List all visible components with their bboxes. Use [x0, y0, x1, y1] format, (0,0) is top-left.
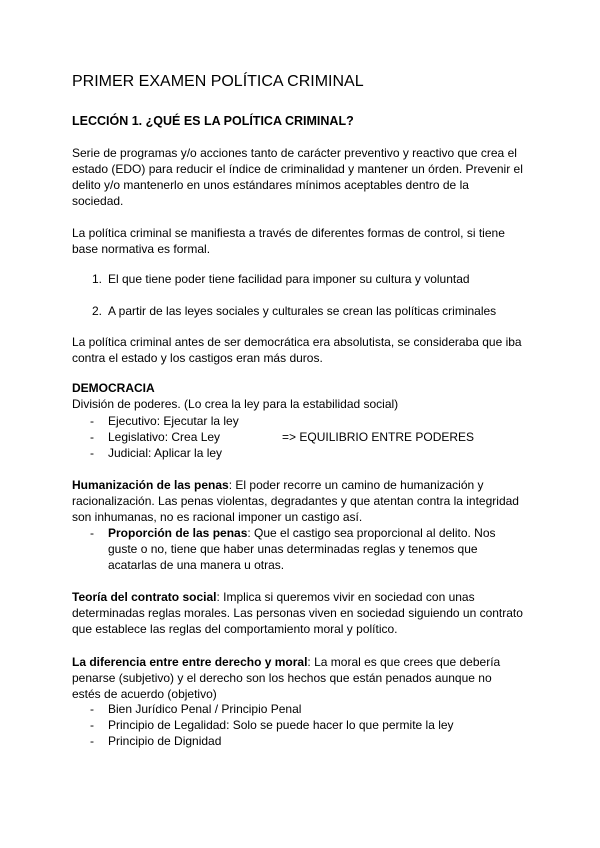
list-item [72, 303, 542, 319]
term-bold: Teoría del contrato social [72, 590, 217, 604]
term-bold: La diferencia entre entre derecho y moral [72, 655, 308, 669]
paragraph-line: penarse (subjetivo) y el derecho son los hechos que están penados aunque no [72, 671, 492, 685]
list-item [72, 717, 542, 733]
paragraph-line: que establece las reglas del comportamiento moral y político. [72, 622, 398, 636]
list-item [72, 525, 542, 541]
term-bold: Proporción de las penas [108, 526, 248, 540]
list-number: 2. [92, 304, 103, 318]
list-item [72, 733, 542, 749]
list-item [72, 445, 542, 461]
list-item [72, 271, 542, 287]
paragraph-line: acatarlas de una manera u otras. [108, 558, 285, 572]
lesson-heading: LECCIÓN 1. ¿QUÉ ES LA POLÍTICA CRIMINAL? [72, 114, 354, 128]
list-text [108, 525, 496, 541]
paragraph-text: : El poder recorre un camino de humanización y [228, 478, 484, 492]
paragraph-line: estés de acuerdo (objetivo) [72, 687, 217, 701]
paragraph-line: sociedad. [72, 194, 124, 208]
section-intro: División de poderes. (Lo crea la ley para la estabilidad social) [72, 397, 399, 411]
list-item [72, 413, 542, 429]
paragraph-line [72, 477, 484, 493]
paragraph-line: contra el estado y los castigos eran más duros. [72, 351, 323, 365]
list-text: El que tiene poder tiene facilidad para imponer su cultura y voluntad [108, 272, 470, 286]
paragraph-line: guste o no, tiene que haber unas determinadas reglas y tenemos que [108, 542, 478, 556]
paragraph-line: La política criminal antes de ser democrática era absolutista, se consideraba que iba [72, 335, 522, 349]
bullet-dash: - [90, 702, 94, 716]
paragraph-line: base normativa es formal. [72, 242, 211, 256]
list-number: 1. [92, 272, 103, 286]
bullet-dash: - [90, 718, 94, 732]
paragraph-line: determinadas reglas morales. Las personas viven en sociedad siguiendo un contrato [72, 606, 523, 620]
list-text: Principio de Legalidad: Solo se puede hacer lo que permite la ley [108, 718, 454, 732]
paragraph-text: : Que el castigo sea proporcional al delito. Nos [247, 526, 496, 540]
paragraph-line: Serie de programas y/o acciones tanto de carácter preventivo y reactivo que crea el [72, 146, 517, 160]
equilibrio-note: => EQUILIBRIO ENTRE PODERES [282, 430, 475, 444]
document-title: PRIMER EXAMEN POLÍTICA CRIMINAL [72, 73, 364, 90]
bullet-dash: - [90, 446, 94, 460]
paragraph-line [72, 589, 475, 605]
section-heading: DEMOCRACIA [72, 381, 155, 395]
paragraph-line [72, 654, 500, 670]
paragraph-text: : La moral es que crees que debería [307, 655, 501, 669]
term-bold: Humanización de las penas [72, 478, 229, 492]
bullet-dash: - [90, 414, 94, 428]
list-text: A partir de las leyes sociales y culturales se crean las políticas criminales [108, 304, 497, 318]
list-text: Ejecutivo: Ejecutar la ley [108, 414, 239, 428]
paragraph-line: racionalización. Las penas violentas, degradantes y que atentan contra la integridad [72, 494, 519, 508]
list-text: Bien Jurídico Penal / Principio Penal [108, 702, 302, 716]
list-item [72, 701, 542, 717]
paragraph-line: son inhumanas, no es racional imponer un castigo así. [72, 510, 363, 524]
list-item [72, 429, 542, 445]
paragraph-line: delito y/o mantenerlo en unos estándares mínimos aceptables dentro de la [72, 178, 469, 192]
bullet-dash: - [90, 734, 94, 748]
paragraph-line: La política criminal se manifiesta a través de diferentes formas de control, si tiene [72, 226, 505, 240]
list-text: Judicial: Aplicar la ley [108, 446, 223, 460]
bullet-dash: - [90, 430, 94, 444]
paragraph-text: : Implica si queremos vivir en sociedad con unas [216, 590, 475, 604]
paragraph-line: estado (EDO) para reducir el índice de criminalidad y mantener un órden. Prevenir el [72, 162, 523, 176]
list-text: Legislativo: Crea Ley [108, 430, 221, 444]
bullet-dash: - [90, 526, 94, 540]
list-text: Principio de Dignidad [108, 734, 222, 748]
